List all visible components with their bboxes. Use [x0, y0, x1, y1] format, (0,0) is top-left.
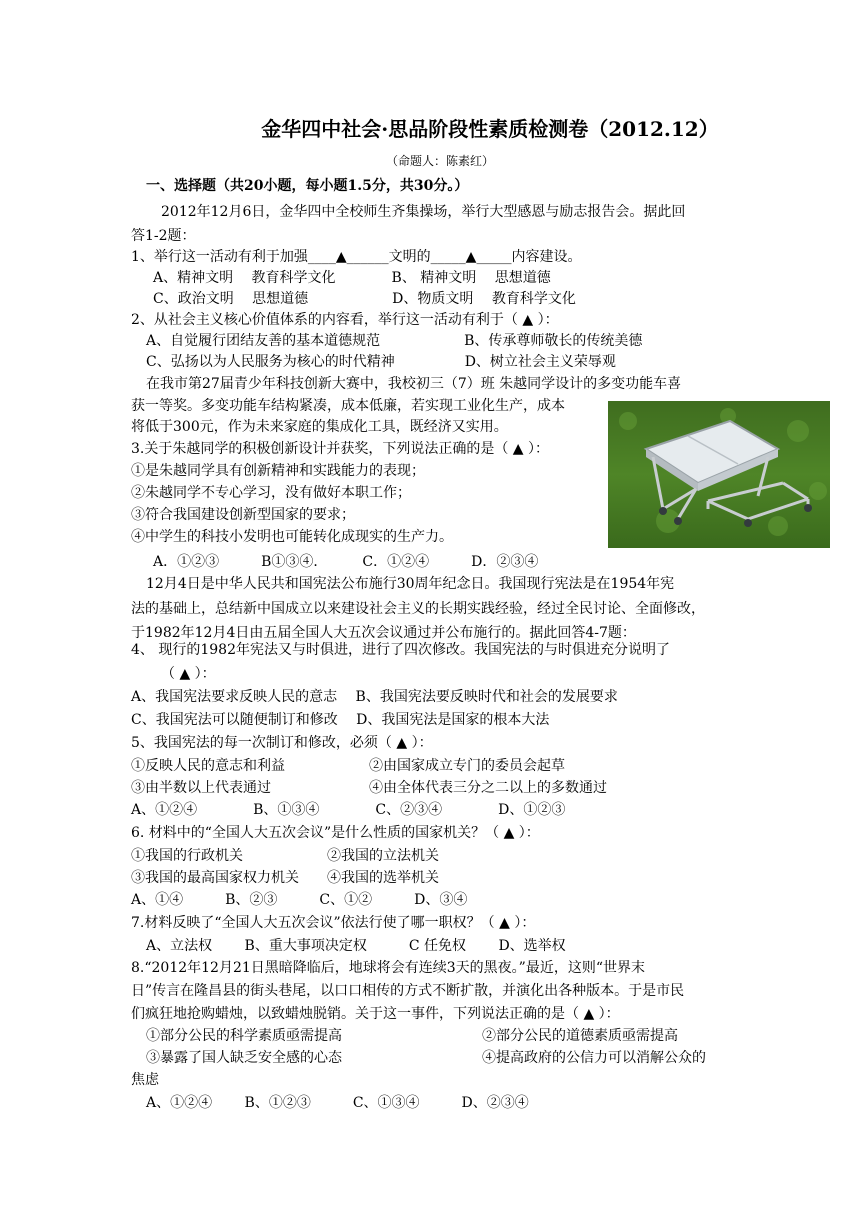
intro-paragraph-line: 2012年12月6日，金华四中全校师生齐集操场，举行大型感恩与励志报告会。据此回 [161, 204, 686, 220]
question-5-statement: ③由半数以上代表通过 ④由全体代表三分之二以上的多数通过 [131, 780, 607, 796]
question-1: 1、举行这一活动有利于加强____▲______文明的_____▲_____内容建设。 [131, 249, 582, 265]
question-8: 日”传言在隆昌县的街头巷尾，以口口相传的方式不断扩散，并演化出各种版本。于是市民 [131, 983, 685, 999]
question-3: 3.关于朱越同学的积极创新设计并获奖，下列说法正确的是（ ▲ ）： [131, 441, 550, 457]
question-1-options: C、政治文明 思想道德 D、物质文明 教育科学文化 [153, 291, 576, 307]
question-4-options: C、我国宪法可以随便制订和修改 D、我国宪法是国家的根本大法 [131, 712, 550, 728]
question-8: 们疯狂地抢购蜡烛，以致蜡烛脱销。关于这一事件，下列说法正确的是（ ▲ ）： [131, 1006, 620, 1022]
question-3-statement: ②朱越同学不专心学习，没有做好本职工作； [131, 485, 411, 501]
material-paragraph-line: 将低于300元，作为未来家庭的集成化工具，既经济又实用。 [131, 419, 508, 435]
question-6-options: A、①④ B、②③ C、①② D、③④ [131, 892, 468, 908]
question-4-blank: （ ▲ ）： [161, 666, 216, 682]
multi-function-cart-photo [608, 401, 830, 548]
question-3-statement: ③符合我国建设创新型国家的要求； [131, 507, 355, 523]
question-5: 5、我国宪法的每一次制订和修改，必须（ ▲ ）： [131, 735, 433, 751]
question-7-options: A、立法权 B、重大事项决定权 C 任免权 D、选举权 [146, 938, 566, 954]
question-2: 2、从社会主义核心价值体系的内容看，举行这一活动有利于（ ▲ ）： [131, 312, 559, 328]
question-6: 6. 材料中的“全国人大五次会议”是什么性质的国家机关？（ ▲ ）： [131, 825, 540, 841]
question-5-options: A、①②④ B、①③④ C、②③④ D、①②③ [131, 802, 566, 818]
question-1-options: A、精神文明 教育科学文化 B、 精神文明 思想道德 [153, 270, 551, 286]
question-3-options: A．①②③ B①③④． C．①②④ D．②③④ [153, 554, 539, 570]
question-8-options: A、①②④ B、①②③ C、①③④ D、②③④ [146, 1095, 529, 1111]
material-paragraph-line: 12月4日是中华人民共和国宪法公布施行30周年纪念日。我国现行宪法是在1954年宪 [146, 576, 675, 592]
material-paragraph-line: 在我市第27届青少年科技创新大赛中，我校初三（7）班 朱越同学设计的多变功能车喜 [146, 376, 682, 392]
question-5-statement: ①反映人民的意志和利益 ②由国家成立专门的委员会起草 [131, 758, 565, 774]
intro-paragraph-line: 答1-2题： [131, 228, 196, 244]
question-8: 8.“2012年12月21日黑暗降临后，地球将会有连续3天的黑夜。”最近，这则“世界末 [131, 960, 645, 976]
section-heading: 一、选择题（共20小题，每小题1.5分，共30分。） [146, 178, 469, 194]
question-8-statement: ①部分公民的科学素质亟需提高 ②部分公民的道德素质亟需提高 [146, 1028, 678, 1044]
material-paragraph-line: 于1982年12月4日由五届全国人大五次会议通过并公布施行的。据此回答4-7题： [131, 625, 636, 641]
author-line: （命题人：陈素红） [385, 154, 494, 168]
question-3-statement: ④中学生的科技小发明也可能转化成现实的生产力。 [131, 529, 453, 545]
question-2-options: C、弘扬以为人民服务为核心的时代精神 D、树立社会主义荣辱观 [146, 354, 616, 370]
question-6-statement: ①我国的行政机关 ②我国的立法机关 [131, 848, 439, 864]
question-4-options: A、我国宪法要求反映人民的意志 B、我国宪法要反映时代和社会的发展要求 [131, 689, 618, 705]
question-7: 7.材料反映了“全国人大五次会议”依法行使了哪一职权？（ ▲ ）： [131, 915, 536, 931]
question-3-statement: ①是朱越同学具有创新精神和实践能力的表现； [131, 463, 425, 479]
question-2-options: A、自觉履行团结友善的基本道德规范 B、传承尊师敬长的传统美德 [146, 333, 643, 349]
question-6-statement: ③我国的最高国家权力机关 ④我国的选举机关 [131, 870, 439, 886]
material-paragraph-line: 获一等奖。多变功能车结构紧凑，成本低廉，若实现工业化生产，成本 [131, 398, 565, 414]
question-4: 4、 现行的1982年宪法又与时俱进，进行了四次修改。我国宪法的与时俱进充分说明了 [131, 642, 670, 658]
question-8-statement: ③暴露了国人缺乏安全感的心态 ④提高政府的公信力可以消解公众的 [146, 1050, 706, 1066]
material-paragraph-line: 法的基础上，总结新中国成立以来建设社会主义的长期实践经验，经过全民讨论、全面修改， [131, 601, 705, 617]
page-title: 金华四中社会·思品阶段性素质检测卷（2012.12） [261, 117, 719, 141]
question-8-statement: 焦虑 [131, 1072, 159, 1088]
